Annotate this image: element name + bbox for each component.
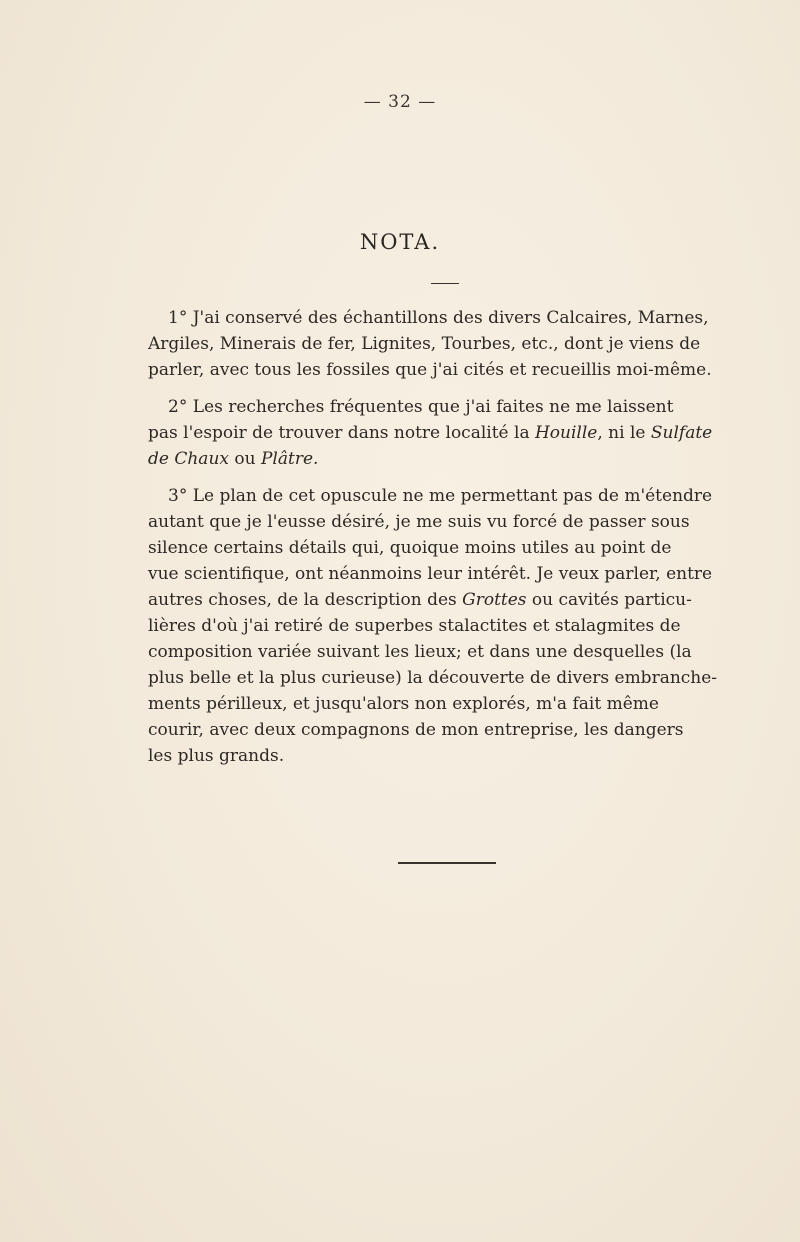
paragraph-3-line: composition variée suivant les lieux; et dans une desquelles (la [148, 642, 692, 662]
paragraph-3-line [148, 587, 692, 613]
text-run: ou cavités particu- [526, 590, 692, 610]
paragraph-3-line: ments périlleux, et jusqu'alors non explorés, m'a fait même [148, 694, 659, 714]
paragraph-3-line: 3° Le plan de cet opuscule ne me permettant pas de m'étendre [168, 486, 713, 506]
paragraph-2-line: 2° Les recherches fréquentes que j'ai faites ne me laissent [168, 397, 674, 417]
text-run: pas l'espoir de trouver dans notre localité la [148, 423, 535, 443]
text-run: , ni le [597, 423, 651, 443]
paragraph-1-line: Argiles, Minerais de fer, Lignites, Tourbes, etc., dont je viens de [148, 334, 701, 354]
paragraph-2-line [148, 446, 654, 472]
text-run: autres choses, de la description des [148, 590, 463, 610]
paragraph-3-line: courir, avec deux compagnons de mon entreprise, les dangers [148, 720, 684, 740]
paragraph-3-line: silence certains détails qui, quoique moins utiles au point de [148, 538, 672, 558]
text-run: ou [228, 449, 261, 469]
paragraph-2-line [148, 420, 713, 446]
page-number: — 32 — [363, 92, 437, 112]
houille-term: Houille [534, 423, 598, 443]
paragraph-3-line: les plus grands. [148, 746, 285, 766]
paragraph-3 [148, 483, 718, 769]
paragraph-1 [148, 305, 712, 383]
end-rule [398, 862, 496, 864]
platre-term: Plâtre. [260, 449, 319, 469]
paragraph-3-line: plus belle et la plus curieuse) la découverte de divers embranche- [148, 668, 718, 688]
sulfate-term: Sulfate [650, 423, 713, 443]
title-rule [431, 283, 459, 284]
paragraph-1-line: parler, avec tous les fossiles que j'ai cités et recueillis moi-même. [148, 360, 712, 380]
section-title: NOTA. [359, 230, 441, 254]
paragraph-2 [148, 394, 713, 472]
paragraph-3-line: autant que je l'eusse désiré, je me suis vu forcé de passer sous [148, 512, 690, 532]
paragraph-3-line: vue scientifique, ont néanmoins leur intérêt. Je veux parler, entre [148, 564, 713, 584]
paragraph-3-line: lières d'où j'ai retiré de superbes stalactites et stalagmites de [148, 616, 681, 636]
grottes-term: Grottes [462, 590, 527, 610]
chaux-term: de Chaux [148, 449, 229, 469]
paragraph-1-line: 1° J'ai conservé des échantillons des divers Calcaires, Marnes, [168, 308, 709, 328]
